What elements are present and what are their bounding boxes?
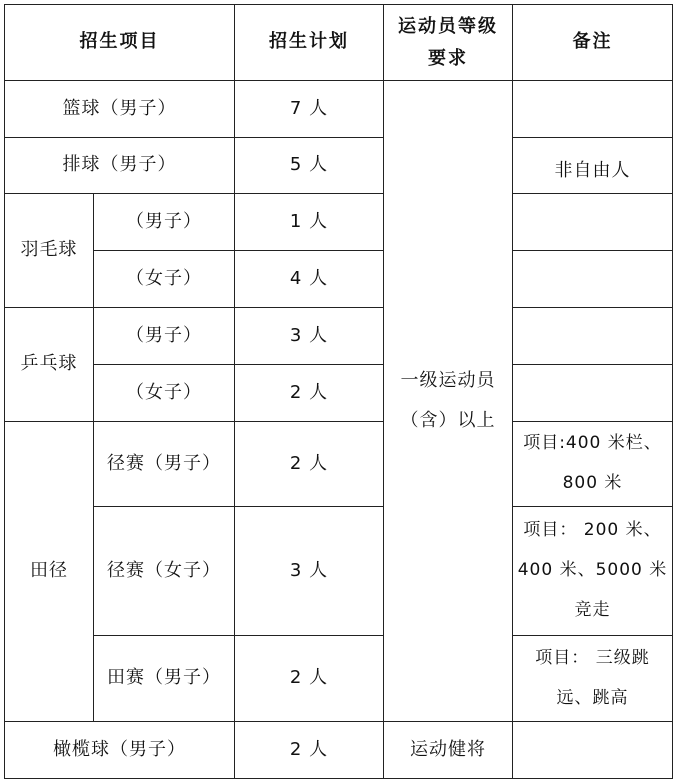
plan-table-tennis-female: 2 人 <box>289 381 329 403</box>
remark-rugby <box>513 722 672 778</box>
plan-volleyball: 5 人 <box>289 154 329 176</box>
remark-athletics-field-male: 项目： 三级跳 远、跳高 <box>535 647 650 708</box>
plan-basketball: 7 人 <box>289 97 329 119</box>
remark-basketball <box>513 81 672 137</box>
remark-table-tennis-female <box>513 365 672 421</box>
header-remarks: 备注 <box>572 31 613 53</box>
row-divider <box>512 137 672 138</box>
plan-athletics-track-female: 3 人 <box>289 559 329 581</box>
plan-table-tennis-male: 3 人 <box>289 324 329 346</box>
sub-table-tennis-female: （女子） <box>126 381 202 403</box>
plan-rugby: 2 人 <box>289 738 329 760</box>
sub-athletics-field-male: 田赛（男子） <box>107 667 221 689</box>
remark-volleyball: 非自由人 <box>554 160 631 182</box>
plan-athletics-field-male: 2 人 <box>289 667 329 689</box>
plan-athletics-track-male: 2 人 <box>289 452 329 474</box>
remark-badminton-female <box>513 251 672 307</box>
remark-badminton-male <box>513 194 672 250</box>
sub-table-tennis-male: （男子） <box>126 324 202 346</box>
project-badminton: 羽毛球 <box>20 239 78 261</box>
sub-badminton-female: （女子） <box>126 267 202 289</box>
header-plan: 招生计划 <box>269 31 349 53</box>
project-table-tennis: 乒乓球 <box>20 353 78 375</box>
sub-athletics-track-female: 径赛（女子） <box>107 559 221 581</box>
remark-athletics-track-male: 项目:400 米栏、 800 米 <box>523 433 662 493</box>
sub-athletics-track-male: 径赛（男子） <box>107 452 221 474</box>
project-rugby: 橄榄球（男子） <box>53 738 186 760</box>
plan-badminton-male: 1 人 <box>289 210 329 232</box>
remark-table-tennis-male <box>513 308 672 364</box>
header-project: 招生项目 <box>79 31 160 53</box>
project-athletics: 田径 <box>30 560 68 582</box>
table-border-bottom <box>4 778 672 779</box>
level-requirement-main: 一级运动员 （含）以上 <box>400 370 496 431</box>
project-basketball: 篮球（男子） <box>62 97 177 119</box>
project-volleyball: 排球（男子） <box>62 154 177 176</box>
plan-badminton-female: 4 人 <box>289 267 329 289</box>
table-border-right <box>672 4 673 779</box>
remark-athletics-track-female: 项目： 200 米、 400 米、5000 米 竞走 <box>517 520 668 620</box>
header-level: 运动员等级 要求 <box>398 16 498 69</box>
sub-badminton-male: （男子） <box>126 210 202 232</box>
level-rugby: 运动健将 <box>410 738 486 760</box>
